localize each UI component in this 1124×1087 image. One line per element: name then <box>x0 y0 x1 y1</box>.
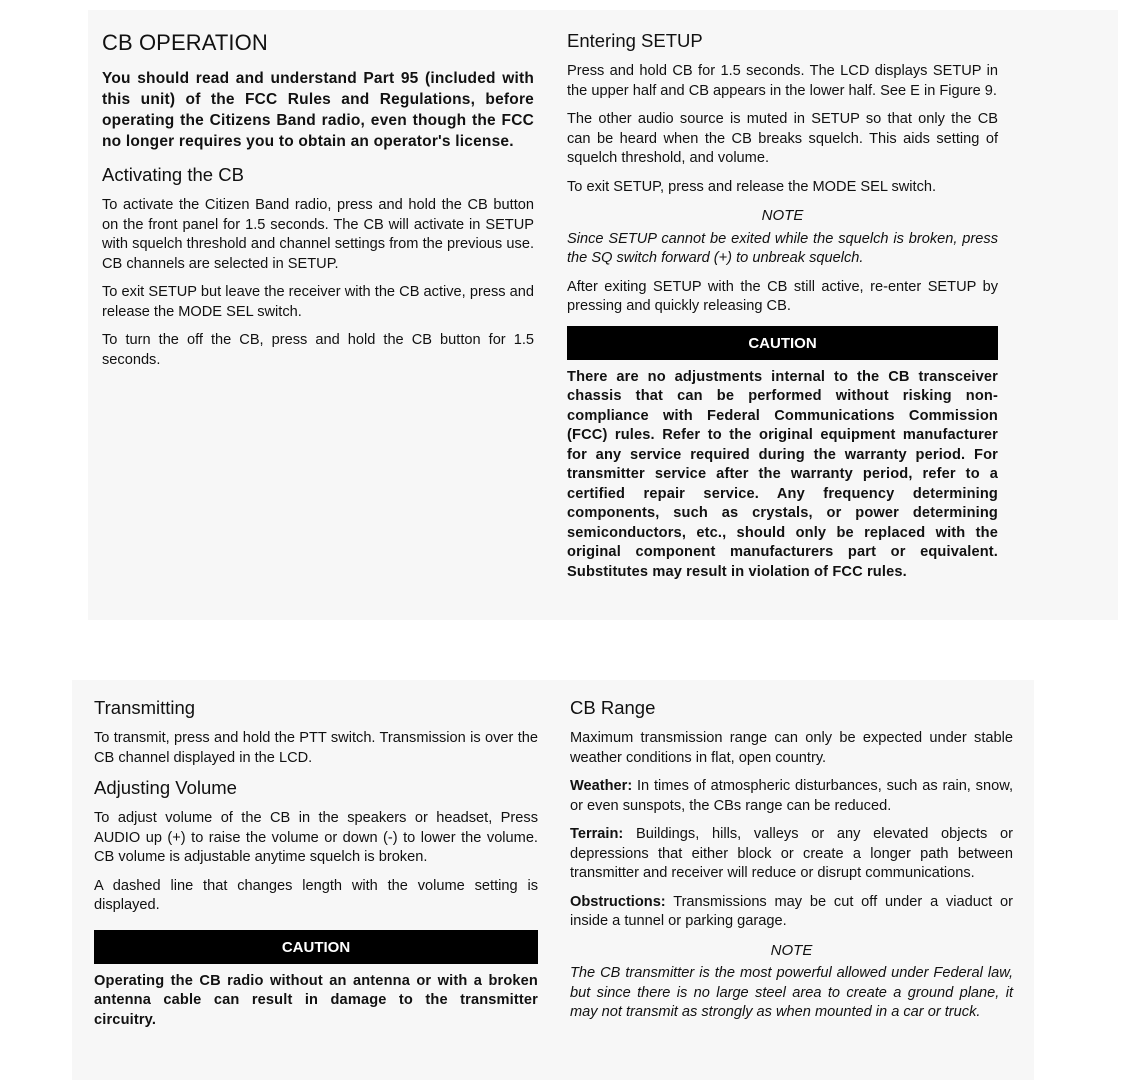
transmitting-column <box>94 697 538 1030</box>
terrain-term: Terrain: <box>570 826 624 842</box>
entering-setup-title: Entering SETUP <box>567 30 703 51</box>
setup-caution-banner: CAUTION <box>567 326 998 360</box>
weather-text: In times of atmospheric disturbances, such as rain, snow, or even sunspots, the CBs range can be reduced. <box>570 778 1013 814</box>
activating-title: Activating the CB <box>102 164 244 185</box>
transmitting-p1: To transmit, press and hold the PTT switch. Transmission is over the CB channel displayed in the LCD. <box>94 730 538 766</box>
activating-p1: To activate the Citizen Band radio, press and hold the CB button on the front panel for 1.5 seconds. The CB will activate in SETUP with squelch threshold and channel settings from the previous use. CB channels are selected in SETUP. <box>102 197 534 272</box>
setup-caution-text: There are no adjustments internal to the CB transceiver chassis that can be performed without risking non-compliance with Federal Communications Commission (FCC) rules. Refer to the original equipment manufacturer for any service required during the warranty period. For transmitter service after the warranty period, refer to a certified repair service. Any frequency determining components, such as crystals, or power determining semiconductors, etc., should only be replaced with the original component manufacturers part or equivalent. Substitutes may result in violation of FCC rules. <box>567 368 998 580</box>
terrain-text: Buildings, hills, valleys or any elevated objects or depressions that either block or create a longer path between transmitter and receiver will reduce or disrupt communications. <box>570 826 1013 881</box>
cb-range-column <box>570 697 1013 1032</box>
entering-setup-p1: Press and hold CB for 1.5 seconds. The LCD displays SETUP in the upper half and CB appears in the lower half. See E in Figure 9. <box>567 63 998 99</box>
adjusting-volume-p1: To adjust volume of the CB in the speakers or headset, Press AUDIO up (+) to raise the volume or down (-) to lower the volume. CB volume is adjustable anytime squelch is broken. <box>94 810 538 865</box>
volume-caution-banner: CAUTION <box>94 930 538 964</box>
cb-range-terrain <box>570 825 1013 884</box>
entering-setup-column <box>567 30 998 582</box>
adjusting-volume-p2: A dashed line that changes length with the volume setting is displayed. <box>94 877 538 913</box>
obstructions-text: Transmissions may be cut off under a viaduct or inside a tunnel or parking garage. <box>570 893 1013 929</box>
obstructions-term: Obstructions: <box>570 893 666 910</box>
cb-range-obstructions <box>570 893 1013 932</box>
cb-operation-title: CB OPERATION <box>102 30 268 55</box>
cb-operation-intro: You should read and understand Part 95 (included with this unit) of the FCC Rules and Regulations, before operating the Citizens Band radio, even though the FCC no longer requires you to obtain an operator's license. <box>102 70 534 150</box>
transmitting-title: Transmitting <box>94 697 196 718</box>
cb-range-title: CB Range <box>570 697 656 718</box>
range-note-label: NOTE <box>770 941 813 959</box>
entering-setup-p3: To exit SETUP, press and release the MODE SEL switch. <box>567 178 937 195</box>
setup-note-text: Since SETUP cannot be exited while the squelch is broken, press the SQ switch forward (+) to unbreak squelch. <box>567 230 998 266</box>
entering-setup-p2: The other audio source is muted in SETUP so that only the CB can be heard when the CB breaks squelch. This aids setting of squelch threshold, and volume. <box>567 111 998 166</box>
volume-caution-text: Operating the CB radio without an antenna or with a broken antenna cable can result in damage to the transmitter circuitry. <box>94 972 538 1028</box>
adjusting-volume-title: Adjusting Volume <box>94 777 237 798</box>
weather-term: Weather: <box>570 778 633 794</box>
setup-note-label: NOTE <box>761 207 804 224</box>
range-note-text: The CB transmitter is the most powerful allowed under Federal law, but since there is no large steel area to create a ground plane, it may not transmit as strongly as when mounted in a car or truck. <box>570 965 1013 1020</box>
cb-range-p1: Maximum transmission range can only be expected under stable weather conditions in flat, open country. <box>570 730 1013 766</box>
entering-setup-p4: After exiting SETUP with the CB still active, re-enter SETUP by pressing and quickly releasing CB. <box>567 278 998 314</box>
cb-operation-column <box>102 30 534 379</box>
activating-p2: To exit SETUP but leave the receiver with the CB active, press and release the MODE SEL switch. <box>102 284 534 320</box>
cb-range-weather <box>570 777 1013 816</box>
activating-p3: To turn the off the CB, press and hold the CB button for 1.5 seconds. <box>102 332 534 368</box>
